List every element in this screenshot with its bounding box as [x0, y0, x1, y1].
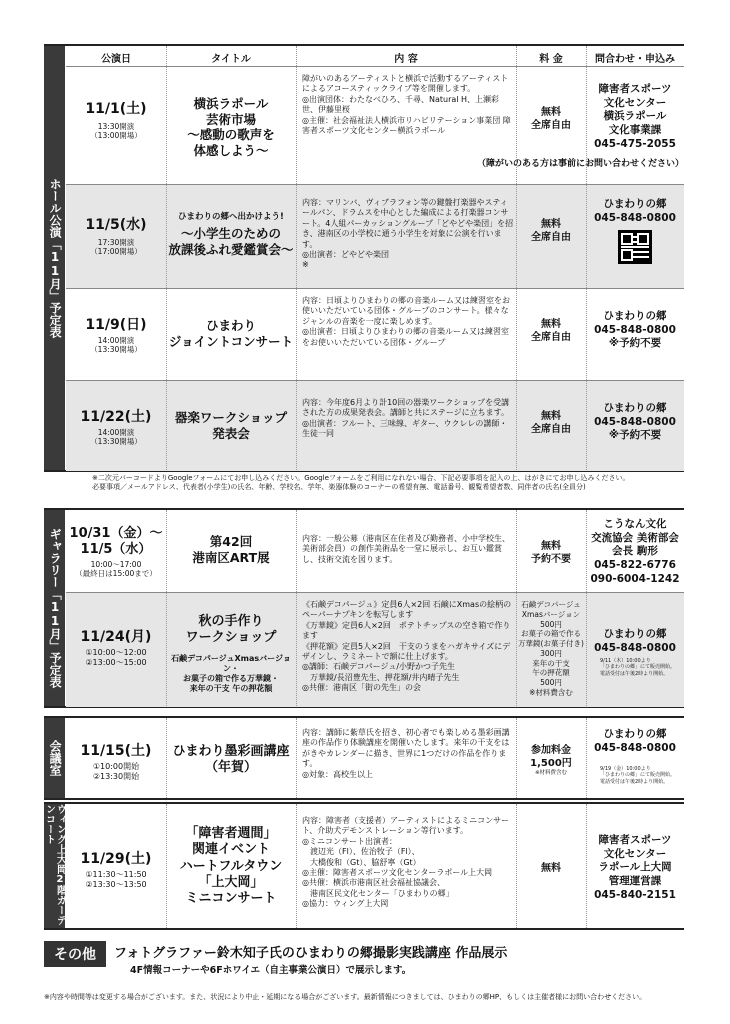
meeting-section-label: 会議室	[44, 718, 65, 798]
event-fee: 無料 全席自由	[531, 411, 571, 435]
gallery-section-label: ギャラリー「11月」予定表	[44, 510, 65, 706]
event-time: 17:30開演 （17:00開場）	[90, 238, 142, 257]
event-title: 第42回 港南区ART展	[192, 534, 270, 565]
qr-code-icon[interactable]	[618, 230, 652, 264]
event-content: 内容：一般公募（港南区在住者及び勤務者、小中学校生、美術部会員）の創作美術品を一堂に展示し、お互い鑑賞し、技術交流を図ります。	[302, 534, 510, 564]
event-date: 11/29(土)	[80, 851, 152, 867]
event-title: ひまわり墨彩画講座 （年賀）	[172, 744, 290, 776]
header-contact: 問合わせ・申込み	[595, 54, 675, 65]
event-content: 内容：講師に紫草氏を招き、初心者でも楽しめる墨彩画講座の作品作り体験講座を開催いたします。来年の干支をはがきやカレンダーに描き、世界に1つだけの作品を作ります。 ◎対象：高校生以上	[302, 728, 510, 779]
event-date: 11/9(日)	[85, 317, 147, 333]
event-time: ①10:00開始 ②13:30開始	[92, 762, 140, 781]
event-title: 「障害者週間」 関連イベント ハートフルタウン 「上大岡」 ミニコンサート	[179, 826, 283, 906]
event-content: 障がいのあるアーティストと横浜で活動するアーティストによるアコースティックライブ等を開催します。 ◎出演団体：わたなべひろ、千尋、Natural H、上瀬彩世、伊藤里桜 ◎主催：社会福祉法人横浜市リハビリテーション事業団 障害者スポーツ文化センター横浜ラポール	[302, 74, 511, 135]
other-title: フォトグラファー鈴木知子氏のひまわりの郷撮影実践講座 作品展示	[114, 946, 508, 961]
event-fee: 無料	[541, 863, 561, 874]
event-date: 11/22(土)	[80, 409, 152, 425]
event-fee: 無料 全席自由	[531, 319, 571, 343]
event-title: ひまわり ジョイントコンサート	[168, 318, 294, 349]
event-contact: 障害者スポーツ 文化センター 横浜ラポール 文化事業課 045-475-2055	[594, 83, 676, 150]
event-time: ①11:30～11:50 ②13:30～13:50	[85, 870, 147, 889]
event-title-small: ひまわりの郷へ出かけよう!	[178, 212, 284, 222]
header-fee: 料 金	[539, 54, 563, 65]
event-content: 内容：マリンバ、ヴィブラフォン等の鍵盤打楽器やスティールパン、ドラムスを中心とした編成による打楽器コンサート。4人組パーカッショングループ「どやどや楽団」を招き、港南区の小学校に通う小学生を対象に公演を行います。 ◎出演者：どやどや楽団 ※	[302, 198, 514, 270]
hall-note: ※二次元バーコードよりGoogleフォームにてお申し込みください。Googleフォームをご利用になれない場合、下記必要事項を記入の上、はがきにてお申し込みください。 必要事項／メールアドレス、代表者(小学生)の氏名、年齢、学校名、学年、楽器体験のコーナーの希望有無、電話番号、観覧希望者数、同伴者の氏名(全員分)	[92, 474, 630, 492]
event-title: 器楽ワークショップ 発表会	[174, 410, 288, 441]
event-time: 10:00～17:00 （最終日は15:00まで）	[75, 560, 157, 579]
event-title: 横浜ラポール 芸術市場 ～感動の歌声を 体感しよう～	[187, 96, 275, 158]
event-title-small: 石鹸デコパージュXmasバージョン・ お菓子の箱で作る万華鏡・ 来年の干支 午の押花額	[171, 654, 291, 693]
event-sale-note: 9/19（金）10:00より 「ひまわりの郷」にて販売開始。 電話受付は午後2時より開始。	[600, 766, 676, 785]
event-date: 11/1(土)	[85, 101, 147, 117]
event-time: 13:30開演 （13:00開場）	[90, 122, 142, 141]
event-fee: 無料 全席自由	[531, 107, 571, 131]
hall-table	[66, 46, 684, 470]
event-content: 内容：日頃よりひまわりの郷の音楽ルーム又は練習室をお使いいただいている団体・グループのコンサート。様々なジャンルの音楽を一度に楽しめます。 ◎出演者：日頃よりひまわりの郷の音楽ルーム又は練習室をお使いいただいている団体・グループ	[302, 296, 510, 347]
event-contact: ひまわりの郷 045-848-0800	[594, 628, 676, 654]
event-fee: 参加料金 1,500円 ※材料費含む	[530, 745, 572, 776]
event-content: 《石鹸デコパージュ》定員6人×2回 石鹸にXmasの絵柄のペーパーナプキンを転写します 《万華鏡》定員6人×2回 ポテトチップスの空き箱で作ります 《押花額》定員5人×2回 干支のうまをハガキサイズにデザインし、ラミネートで額に仕上げます。 ◎講師：石鹸デコパージュ/小野かつ子先生 万華鏡/長沼豊先生、押花額/井内晴子先生 ◎共催：港南区「街の先生」の会	[302, 600, 512, 693]
hall-section-label: ホール公演「11月」予定表	[44, 46, 65, 470]
event-date: 11/5(水)	[85, 217, 147, 233]
gallery-table	[66, 510, 684, 706]
event-note: （障がいのある方は事前にお問い合わせください）	[476, 159, 684, 169]
event-fee: 無料 予約不要	[531, 541, 571, 565]
meeting-table	[66, 718, 684, 798]
event-date: 10/31（金）～ 11/5（水）	[69, 526, 163, 557]
event-date: 11/24(月)	[80, 629, 152, 645]
event-content: 内容：障害者（支援者）アーティストによるミニコンサート、介助犬デモンストレーション等行います。 ◎ミニコンサート出演者： 渡辺光（Fl）、佐治牧子（Fl）、 大橋俊和（Gt）、脇舒寧（Gt） ◎主催：障害者スポーツ文化センターラポール上大岡 ◎共催：横浜市港南区社会福祉協議会、 港南区民文化センター「ひまわりの郷」 ◎協力：ウィング上大岡	[302, 816, 510, 909]
event-contact: 障害者スポーツ 文化センター ラポール上大岡 管理運営課 045-840-2151	[594, 834, 676, 901]
event-fee: 石鹸デコパージュ Xmasバージョン 500円 お菓子の箱で作る 万華鏡(お菓子付き) 300円 来年の干支 午の押花額 500円 ※材料費含む	[518, 600, 584, 697]
event-contact: こうなん文化 交流協会 美術部会 会長 駒形 045-822-6776 090-6004-1242	[590, 518, 680, 585]
event-fee: 無料 全席自由	[531, 219, 571, 243]
header-content: 内 容	[394, 54, 418, 65]
event-title: ～小学生のための 放課後ふれ愛鑑賞会～	[168, 226, 294, 257]
event-contact: ひまわりの郷 045-848-0800 ※予約不要	[594, 402, 676, 442]
event-title: 秋の手作り ワークショップ	[185, 614, 277, 646]
wing-table	[66, 804, 684, 928]
header-title: タイトル	[211, 54, 251, 65]
footer-note: ※内容や時間等は変更する場合がございます。また、状況により中止・延期になる場合がございます。最新情報につきましては、ひまわりの郷HP、もしくは主催者様にお問い合わせください。	[44, 993, 647, 1001]
other-subtitle: 4F情報コーナーや6Fホワイエ（自主事業公演日）で展示します。	[130, 965, 412, 976]
event-content: 内容：今年度6月より計10回の器楽ワークショップを受講された方の成果発表会。講師と共にステージに立ちます。 ◎出演者：フルート、三味線、ギター、ウクレレの講師・生徒一同	[302, 398, 510, 439]
event-date: 11/15(土)	[80, 743, 152, 759]
event-time: 14:00開演 （13:30開場）	[90, 428, 142, 447]
wing-section-label: ウィング上大岡2階ガーデンコート	[44, 804, 65, 928]
event-contact: ひまわりの郷 045-848-0800	[594, 198, 676, 224]
event-time: ①10:00～12:00 ②13:00～15:00	[85, 648, 147, 667]
other-section-label: その他	[44, 941, 106, 967]
event-sale-note: 9/11（木）10:00より 「ひまわりの郷」にて販売開始。 電話受付は午後2時より開始。	[600, 658, 676, 677]
event-contact: ひまわりの郷 045-848-0800 ※予約不要	[594, 310, 676, 350]
event-time: 14:00開演 （13:30開場）	[90, 336, 142, 355]
header-date: 公演日	[101, 54, 131, 65]
event-contact: ひまわりの郷 045-848-0800	[594, 728, 676, 754]
